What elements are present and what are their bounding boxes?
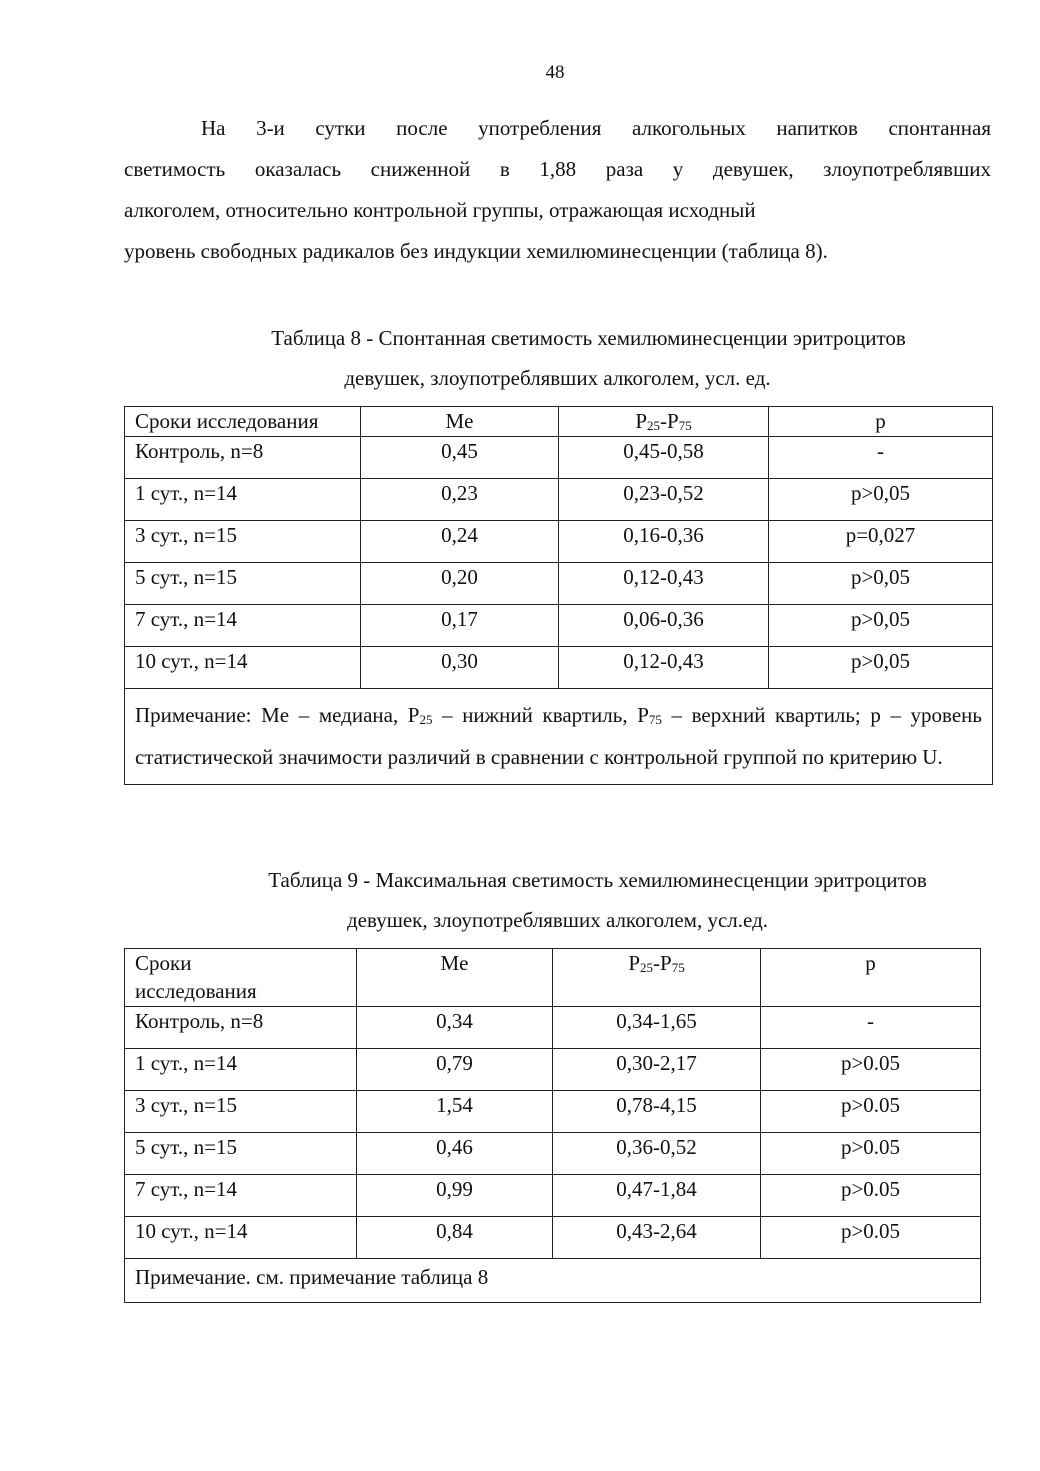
- cell-median: 0,20: [361, 563, 559, 605]
- cell-quartiles: 0,06-0,36: [559, 605, 769, 647]
- cell-period: 3 сут., n=15: [125, 1091, 357, 1133]
- cell-median: 0,46: [357, 1133, 553, 1175]
- cell-pvalue: p>0,05: [769, 647, 993, 689]
- cell-pvalue: p>0,05: [769, 563, 993, 605]
- table-row: [125, 605, 993, 647]
- note-sub25: 25: [419, 712, 433, 727]
- header-dash-p: -P: [653, 951, 672, 975]
- note-part: – нижний квартиль, P: [432, 703, 649, 727]
- cell-quartiles: 0,43-2,64: [553, 1217, 761, 1259]
- table8-header-period: Сроки исследования: [125, 407, 361, 437]
- paragraph-line: алкоголем, относительно контрольной группы, отражающая исходный: [124, 198, 756, 222]
- cell-quartiles: 0,30-2,17: [553, 1049, 761, 1091]
- cell-quartiles: 0,45-0,58: [559, 437, 769, 479]
- header-sub25: 25: [640, 960, 653, 975]
- cell-pvalue: -: [761, 1007, 981, 1049]
- cell-median: 0,30: [361, 647, 559, 689]
- cell-median: 0,79: [357, 1049, 553, 1091]
- table8-note-row: [125, 689, 993, 785]
- table9-header-quartiles: [553, 949, 761, 1007]
- table-row: [125, 1175, 981, 1217]
- header-p: P: [628, 951, 640, 975]
- cell-period: 1 сут., n=14: [125, 479, 361, 521]
- cell-period: 3 сут., n=15: [125, 521, 361, 563]
- table-row: [125, 521, 993, 563]
- table9-caption: [124, 860, 991, 940]
- table-row: [125, 1217, 981, 1259]
- cell-pvalue: p>0.05: [761, 1217, 981, 1259]
- header-line: исследования: [135, 979, 257, 1003]
- header-sub75: 75: [671, 960, 685, 975]
- table-row: [125, 563, 993, 605]
- cell-period: 10 сут., n=14: [125, 647, 361, 689]
- cell-quartiles: 0,12-0,43: [559, 563, 769, 605]
- table9-caption-line1: Таблица 9 - Максимальная светимость хемилюминесценции эритроцитов: [268, 868, 927, 892]
- cell-median: 0,24: [361, 521, 559, 563]
- cell-pvalue: p>0.05: [761, 1049, 981, 1091]
- note-sub75: 75: [648, 712, 662, 727]
- table8-note: [125, 689, 993, 785]
- cell-quartiles: 0,36-0,52: [553, 1133, 761, 1175]
- cell-period: 10 сут., n=14: [125, 1217, 357, 1259]
- table9: [124, 948, 981, 1303]
- table8-caption-line1: Таблица 8 - Спонтанная светимость хемилюминесценции эритроцитов: [271, 326, 906, 350]
- header-sub75: 75: [678, 418, 692, 433]
- table9-header-row: [125, 949, 981, 1007]
- cell-pvalue: -: [769, 437, 993, 479]
- table9-header-period: [125, 949, 357, 1007]
- table-row: [125, 647, 993, 689]
- cell-median: 0,17: [361, 605, 559, 647]
- table8-header-pvalue: p: [769, 407, 993, 437]
- header-p: P: [635, 409, 647, 433]
- cell-quartiles: 0,47-1,84: [553, 1175, 761, 1217]
- page-number: 48: [545, 62, 565, 83]
- cell-quartiles: 0,78-4,15: [553, 1091, 761, 1133]
- cell-pvalue: p=0,027: [769, 521, 993, 563]
- cell-median: 0,34: [357, 1007, 553, 1049]
- cell-period: Контроль, n=8: [125, 437, 361, 479]
- paragraph-line: На 3-и сутки после употребления алкогольных напитков спонтанная: [201, 116, 991, 140]
- cell-period: 5 сут., n=15: [125, 563, 361, 605]
- table-row: [125, 1049, 981, 1091]
- cell-period: 7 сут., n=14: [125, 1175, 357, 1217]
- cell-period: 1 сут., n=14: [125, 1049, 357, 1091]
- table8-header-me: Me: [361, 407, 559, 437]
- cell-quartiles: 0,12-0,43: [559, 647, 769, 689]
- cell-median: 0,99: [357, 1175, 553, 1217]
- paragraph-line: уровень свободных радикалов без индукции хемилюминесценции (таблица 8).: [124, 239, 828, 263]
- cell-quartiles: 0,34-1,65: [553, 1007, 761, 1049]
- note-part: Примечание: Me – медиана, P: [135, 703, 420, 727]
- cell-period: 5 сут., n=15: [125, 1133, 357, 1175]
- cell-pvalue: p>0,05: [769, 605, 993, 647]
- table-row: [125, 437, 993, 479]
- cell-median: 0,23: [361, 479, 559, 521]
- table8-header-quartiles: [559, 407, 769, 437]
- cell-period: 7 сут., n=14: [125, 605, 361, 647]
- table9-note-row: [125, 1259, 981, 1303]
- header-line: Сроки: [135, 951, 192, 975]
- table8: [124, 406, 993, 785]
- table9-header-pvalue: р: [761, 949, 981, 1007]
- cell-pvalue: p>0.05: [761, 1175, 981, 1217]
- cell-pvalue: p>0,05: [769, 479, 993, 521]
- cell-pvalue: p>0.05: [761, 1133, 981, 1175]
- table8-caption: [124, 318, 991, 398]
- table9-header-me: Me: [357, 949, 553, 1007]
- cell-median: 0,45: [361, 437, 559, 479]
- table8-caption-line2: девушек, злоупотреблявших алкоголем, усл. ед.: [344, 366, 771, 390]
- cell-median: 1,54: [357, 1091, 553, 1133]
- cell-quartiles: 0,16-0,36: [559, 521, 769, 563]
- header-dash-p: -P: [660, 409, 679, 433]
- note-part: – верхний квартиль; р – уровень статистической значимости различий в сравнении с контрольной группой по критерию U.: [135, 703, 982, 769]
- header-sub25: 25: [647, 418, 660, 433]
- table-row: [125, 1007, 981, 1049]
- paragraph-line: светимость оказалась сниженной в 1,88 раза у девушек, злоупотреблявших: [124, 157, 991, 181]
- body-paragraph: [124, 108, 991, 272]
- table-row: [125, 1133, 981, 1175]
- cell-period: Контроль, n=8: [125, 1007, 357, 1049]
- table9-caption-line2: девушек, злоупотреблявших алкоголем, усл.ед.: [346, 908, 768, 932]
- cell-quartiles: 0,23-0,52: [559, 479, 769, 521]
- cell-median: 0,84: [357, 1217, 553, 1259]
- cell-pvalue: p>0.05: [761, 1091, 981, 1133]
- table-row: [125, 1091, 981, 1133]
- table-row: [125, 479, 993, 521]
- table8-header-row: [125, 407, 993, 437]
- table9-note: Примечание. см. примечание таблица 8: [125, 1259, 981, 1303]
